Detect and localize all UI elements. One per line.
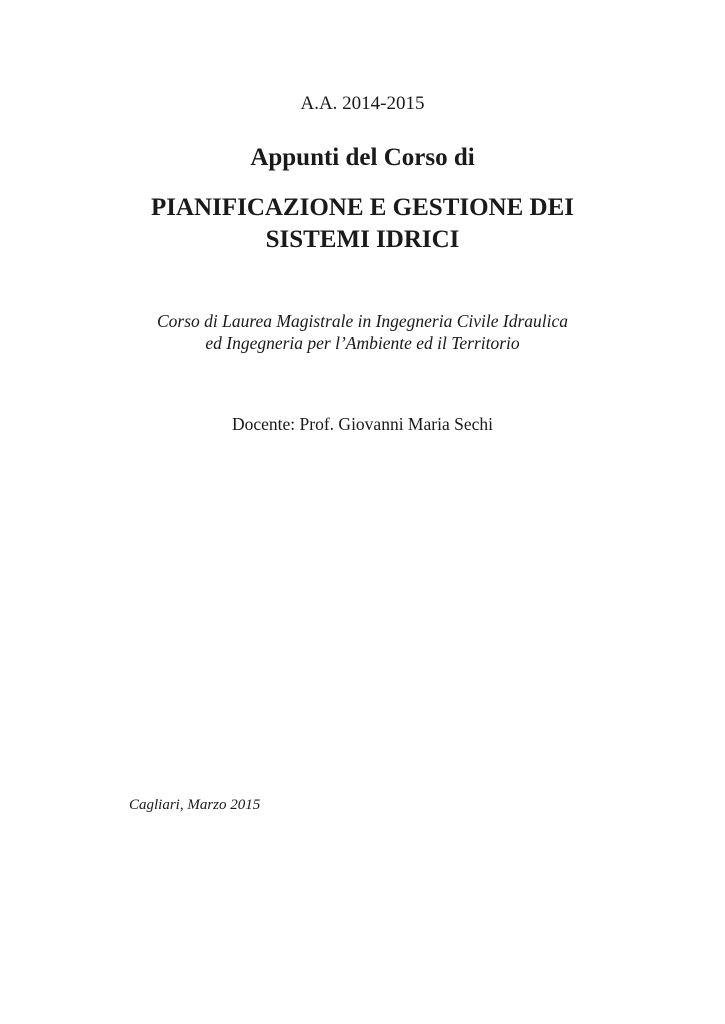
course-title bbox=[0, 192, 725, 256]
course-title-line-1: PIANIFICAZIONE E GESTIONE DEI bbox=[150, 194, 574, 221]
academic-year: A.A. 2014-2015 bbox=[300, 93, 425, 114]
place-and-date: Cagliari, Marzo 2015 bbox=[129, 797, 261, 813]
degree-program-line-2: ed Ingegneria per l’Ambiente ed il Territorio bbox=[205, 333, 520, 353]
course-notes-subtitle: Appunti del Corso di bbox=[250, 144, 475, 171]
degree-program-line-1: Corso di Laurea Magistrale in Ingegneria Civile Idraulica bbox=[156, 311, 569, 331]
teacher-name: Docente: Prof. Giovanni Maria Sechi bbox=[232, 414, 493, 434]
degree-program bbox=[0, 310, 725, 354]
course-title-line-2: SISTEMI IDRICI bbox=[265, 226, 460, 253]
